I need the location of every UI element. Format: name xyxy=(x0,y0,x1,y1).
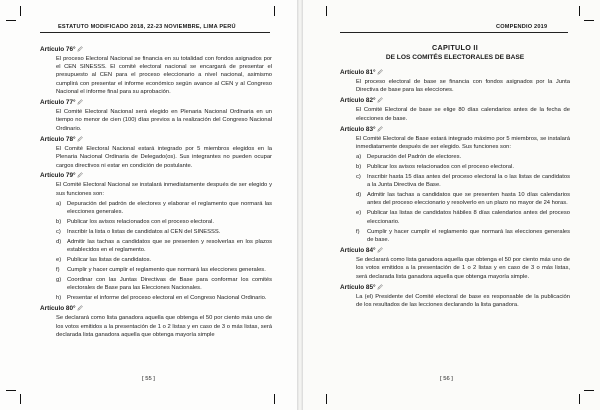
crop-mark xyxy=(6,390,16,391)
list-item: e) Publicar las listas de candidatos. xyxy=(56,257,152,264)
pen-icon: 🖉 xyxy=(377,98,383,105)
article-heading: Artículo 83° 🖉 xyxy=(340,125,383,133)
article-text: El Comité Electoral Nacional se instalará inmediatamente después de ser elegido y sus funciones son: xyxy=(56,182,272,197)
crop-mark xyxy=(20,394,21,404)
crop-mark xyxy=(579,394,580,404)
article-text: El Comité Electoral de base se elige 80 días calendarios antes de la fecha de elecciones de base. xyxy=(356,107,570,122)
list-item: f) Cumplir y hacer cumplir el reglamento que normará las elecciones generales. xyxy=(56,267,266,274)
article-heading: Artículo 84° 🖉 xyxy=(340,247,383,254)
pen-icon: 🖉 xyxy=(77,173,83,180)
article-heading: Artículo 81° 🖉 xyxy=(340,69,383,76)
crop-mark xyxy=(579,6,580,16)
list-item: e) Publicar las listas de candidatos hábiles 8 días calendarios antes del proceso eleccionario. xyxy=(356,210,570,225)
article-text: El Comité Electoral de Base estará integrado máximo por 5 miembros, se instalará inmediatamente después de ser elegido. Sus funciones son: xyxy=(356,135,570,151)
chapter-title: CAPITULO II xyxy=(431,43,479,52)
crop-mark xyxy=(326,394,327,404)
list-item: d) Admitir las tachas a candidatos que se presenten hasta 10 días calendarios antes del proceso eleccionario y resolverlo en un plazo no mayor de 24 horas. xyxy=(356,192,570,207)
book-gutter xyxy=(297,0,303,410)
pen-icon: 🖉 xyxy=(377,284,383,291)
article-heading: Artículo 78° 🖉 xyxy=(40,135,83,143)
article-text: La (el) Presidente del Comité electoral de base es responsable de la publicación de los resultados de las lecciones declarando la lista ganadora. xyxy=(356,293,570,309)
article-heading: Artículo 82° 🖉 xyxy=(340,97,383,105)
list-item: b) Publicar los avisos relacionados con el proceso electoral. xyxy=(356,163,514,170)
right-page xyxy=(300,0,600,410)
article-text: El proceso electoral de base se financia con fondos asignados por la Junta Directiva de base para las elecciones. xyxy=(356,79,570,94)
list-item: b) Publicar los avisos relacionados con el proceso electoral. xyxy=(56,219,214,226)
list-item: c) Inscribir hasta 15 días antes del proceso electoral la o las listas de candidatos a la Junta Directiva de Base. xyxy=(356,173,570,189)
left-body xyxy=(40,43,272,341)
list-item: d) Admitir las tachas a candidatos que se presenten y resolverlas en los plazos establecidos en el reglamento. xyxy=(56,238,272,254)
pen-icon: 🖉 xyxy=(377,70,383,76)
running-header: COMPENDIO 2019 xyxy=(496,24,548,30)
pen-icon: 🖉 xyxy=(77,46,83,53)
article-heading: Artículo 85° 🖉 xyxy=(340,283,383,291)
list-item: a) Depuración del padrón de electores y elaborar el reglamento que normará las elecciones generales. xyxy=(56,200,272,216)
article-text: Se declarará como lista ganadora aquella que obtenga el 50 por ciento más uno de los votos emitidos a la presentación de 1 o 2 listas y en caso de 3 o más listas, será declarada lista ganadora aquella que obtenga mayoría simple xyxy=(56,315,272,339)
header-rule xyxy=(340,32,568,33)
article-heading: Artículo 76° 🖉 xyxy=(40,45,83,53)
crop-mark xyxy=(584,390,594,391)
article-text: El proceso Electoral Nacional se financia en su totalidad con fondos asignados por el CEN SINESSS. El comité electoral nacional se encargará de presentar el presupuesto al CEN para el proceso eleccionario a nivel nacional, asimismo cumplirá con presentar el informe económico según avance al CEN y al Congreso Nacional el informe final para su aprobación. xyxy=(56,55,272,96)
crop-mark xyxy=(274,394,275,404)
article-heading: Artículo 79° 🖉 xyxy=(40,172,83,180)
list-item: c) Inscribir la lista o listas de candidatos al CEN del SINESSS. xyxy=(56,229,221,235)
pen-icon: 🖉 xyxy=(377,248,383,254)
chapter-subtitle: DE LOS COMITÉS ELECTORALES DE BASE xyxy=(385,54,525,61)
article-heading: Artículo 77° 🖉 xyxy=(40,99,83,107)
article-text: El Comité Electoral Nacional será elegido en Plenaria Nacional Ordinaria en un tiempo no menor de cien (100) días previos a la realización del Congreso Nacional Ordinario. xyxy=(56,109,272,132)
page-number: [ 56 ] xyxy=(440,376,453,382)
pen-icon: 🖉 xyxy=(77,100,83,107)
crop-mark xyxy=(274,6,275,16)
list-item: g) Coordinar con las Juntas Directivas de Base para conformar los comités electorales de Base para las Elecciones Nacionales. xyxy=(56,277,272,292)
running-header: ESTATUTO MODIFICADO 2018, 22-23 NOVIEMBRE, LIMA PERÚ xyxy=(58,24,236,30)
right-body xyxy=(340,43,570,311)
pen-icon: 🖉 xyxy=(77,306,83,313)
crop-mark xyxy=(6,20,16,21)
crop-mark xyxy=(20,6,21,16)
list-item: f) Cumplir y hacer cumplir el reglamento que normará las elecciones generales de base. xyxy=(356,228,570,244)
pen-icon: 🖉 xyxy=(377,126,383,133)
crop-mark xyxy=(584,20,594,21)
article-heading: Artículo 80° 🖉 xyxy=(40,305,83,313)
header-rule xyxy=(40,32,270,33)
article-text: Se declarará como lista ganadora aquella que obtenga el 50 por ciento más uno de los votos emitidos a la presentación de 1 o 2 listas y en caso de 3 o más listas, será declarada lista ganadora aquella que obtenga mayoría simple. xyxy=(356,257,570,280)
article-text: El Comité Electoral Nacional estará integrado por 5 miembros elegidos en la Plenaria Nacional Ordinaria de Delegado(os). Sus integrantes no pueden ocupar cargos directivos ni estar en condición de postulante. xyxy=(56,145,272,169)
pen-icon: 🖉 xyxy=(77,136,83,143)
list-item: h) Presentar el informe del proceso electoral en el Congreso Nacional Ordinario. xyxy=(56,295,267,302)
list-item: a) Depuración del Padrón de electores. xyxy=(356,153,462,160)
crop-mark xyxy=(326,6,327,16)
page-number: [ 55 ] xyxy=(142,376,155,382)
